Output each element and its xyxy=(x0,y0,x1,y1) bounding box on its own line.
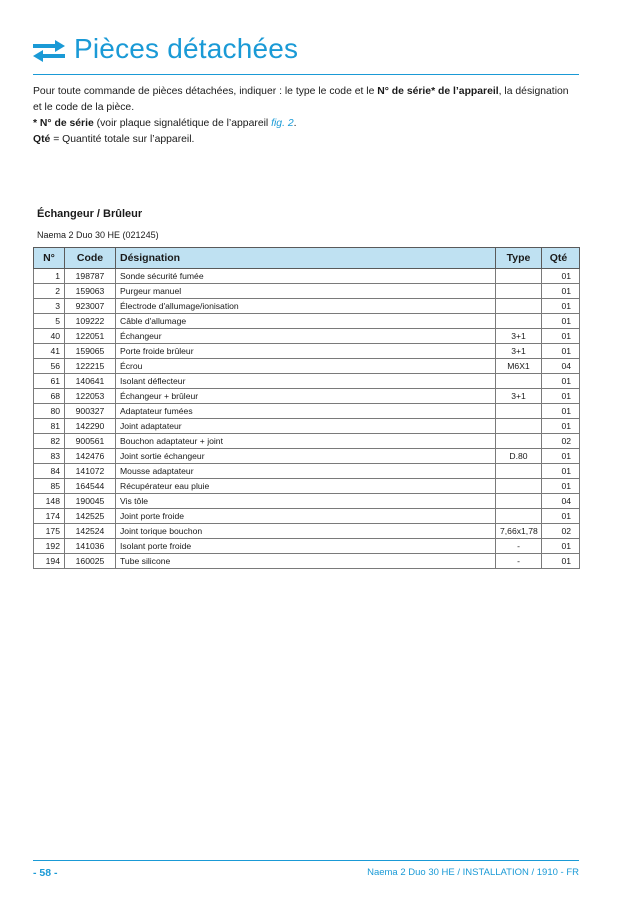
cell-designation: Joint adaptateur xyxy=(116,419,496,434)
cell-code: 164544 xyxy=(65,479,116,494)
cell-number: 41 xyxy=(34,344,65,359)
page-header xyxy=(33,33,298,65)
intro-line-2: et le code de la pièce. xyxy=(33,102,135,113)
cell-quantity: 01 xyxy=(542,449,580,464)
table-row xyxy=(34,554,580,569)
cell-designation: Mousse adaptateur xyxy=(116,464,496,479)
cell-quantity: 01 xyxy=(542,419,580,434)
cell-type xyxy=(496,269,542,284)
cell-quantity: 01 xyxy=(542,314,580,329)
table-row xyxy=(34,389,580,404)
cell-designation: Tube silicone xyxy=(116,554,496,569)
cell-type xyxy=(496,419,542,434)
cell-code: 198787 xyxy=(65,269,116,284)
cell-number: 83 xyxy=(34,449,65,464)
cell-code: 142290 xyxy=(65,419,116,434)
cell-code: 159065 xyxy=(65,344,116,359)
cell-code: 122053 xyxy=(65,389,116,404)
cell-designation: Adaptateur fumées xyxy=(116,404,496,419)
section-title: Échangeur / Brûleur xyxy=(37,208,143,220)
cell-number: 56 xyxy=(34,359,65,374)
cell-quantity: 01 xyxy=(542,269,580,284)
qty-note-label: Qté xyxy=(33,134,51,145)
intro-line-1-suffix: , la désignation xyxy=(498,86,569,97)
cell-type: 3+1 xyxy=(496,389,542,404)
cell-number: 194 xyxy=(34,554,65,569)
column-header-designation: Désignation xyxy=(116,248,496,269)
document-reference: Naema 2 Duo 30 HE / INSTALLATION / 1910 - FR xyxy=(367,867,579,878)
table-header-row xyxy=(34,248,580,269)
cell-quantity: 01 xyxy=(542,554,580,569)
cell-designation: Purgeur manuel xyxy=(116,284,496,299)
section-subtitle: Naema 2 Duo 30 HE (021245) xyxy=(37,230,159,240)
figure-reference-link[interactable]: fig. 2 xyxy=(271,118,294,129)
table-row xyxy=(34,374,580,389)
cell-quantity: 02 xyxy=(542,434,580,449)
cell-number: 148 xyxy=(34,494,65,509)
table-row xyxy=(34,524,580,539)
cell-designation: Vis tôle xyxy=(116,494,496,509)
cell-quantity: 04 xyxy=(542,359,580,374)
cell-type: D.80 xyxy=(496,449,542,464)
table-row xyxy=(34,419,580,434)
cell-type xyxy=(496,299,542,314)
cell-number: 174 xyxy=(34,509,65,524)
table-row xyxy=(34,494,580,509)
cell-code: 109222 xyxy=(65,314,116,329)
cell-code: 160025 xyxy=(65,554,116,569)
swap-arrows-icon xyxy=(33,40,65,62)
table-row xyxy=(34,434,580,449)
page-title: Pièces détachées xyxy=(74,33,299,64)
column-header-quantity: Qté xyxy=(542,248,580,269)
intro-line-1 xyxy=(33,84,593,100)
qty-note-text: = Quantité totale sur l’appareil. xyxy=(50,134,195,145)
cell-quantity: 01 xyxy=(542,404,580,419)
cell-quantity: 01 xyxy=(542,539,580,554)
header-divider xyxy=(33,74,579,75)
cell-designation: Joint sortie échangeur xyxy=(116,449,496,464)
cell-type xyxy=(496,434,542,449)
table-row xyxy=(34,404,580,419)
table-row xyxy=(34,284,580,299)
cell-code: 190045 xyxy=(65,494,116,509)
cell-type: 3+1 xyxy=(496,344,542,359)
cell-designation: Écrou xyxy=(116,359,496,374)
cell-quantity: 02 xyxy=(542,524,580,539)
cell-designation: Joint torique bouchon xyxy=(116,524,496,539)
cell-designation: Porte froide brûleur xyxy=(116,344,496,359)
cell-type: - xyxy=(496,554,542,569)
intro-text xyxy=(33,84,593,148)
cell-type: - xyxy=(496,539,542,554)
cell-quantity: 01 xyxy=(542,464,580,479)
cell-type xyxy=(496,464,542,479)
intro-line-1-prefix: Pour toute commande de pièces détachées, indiquer : le type le code et le xyxy=(33,86,378,97)
cell-code: 141036 xyxy=(65,539,116,554)
intro-line-1-bold: N° de série* de l’appareil xyxy=(377,86,499,97)
cell-quantity: 01 xyxy=(542,389,580,404)
table-row xyxy=(34,314,580,329)
cell-code: 159063 xyxy=(65,284,116,299)
cell-code: 122051 xyxy=(65,329,116,344)
parts-table xyxy=(33,247,580,569)
cell-quantity: 01 xyxy=(542,509,580,524)
cell-code: 122215 xyxy=(65,359,116,374)
table-row xyxy=(34,509,580,524)
table-row xyxy=(34,449,580,464)
cell-designation: Échangeur + brûleur xyxy=(116,389,496,404)
cell-type: M6X1 xyxy=(496,359,542,374)
cell-designation: Récupérateur eau pluie xyxy=(116,479,496,494)
cell-code: 900327 xyxy=(65,404,116,419)
table-row xyxy=(34,479,580,494)
cell-code: 142525 xyxy=(65,509,116,524)
cell-number: 5 xyxy=(34,314,65,329)
cell-type xyxy=(496,479,542,494)
cell-quantity: 01 xyxy=(542,344,580,359)
table-row xyxy=(34,269,580,284)
cell-designation: Isolant porte froide xyxy=(116,539,496,554)
cell-designation: Sonde sécurité fumée xyxy=(116,269,496,284)
cell-number: 40 xyxy=(34,329,65,344)
serial-note-label: * N° de série xyxy=(33,118,94,129)
cell-code: 140641 xyxy=(65,374,116,389)
page-number: - 58 - xyxy=(33,867,58,879)
column-header-number: N° xyxy=(34,248,65,269)
cell-number: 175 xyxy=(34,524,65,539)
serial-note-text: (voir plaque signalétique de l’appareil xyxy=(93,118,272,129)
cell-designation: Câble d'allumage xyxy=(116,314,496,329)
cell-code: 142476 xyxy=(65,449,116,464)
cell-type xyxy=(496,509,542,524)
cell-quantity: 01 xyxy=(542,299,580,314)
cell-number: 1 xyxy=(34,269,65,284)
cell-type xyxy=(496,314,542,329)
table-row xyxy=(34,539,580,554)
cell-code: 142524 xyxy=(65,524,116,539)
cell-number: 84 xyxy=(34,464,65,479)
cell-type xyxy=(496,404,542,419)
footer-divider xyxy=(33,860,579,861)
serial-note-end: . xyxy=(293,118,297,129)
cell-designation: Joint porte froide xyxy=(116,509,496,524)
table-row xyxy=(34,329,580,344)
cell-type: 3+1 xyxy=(496,329,542,344)
cell-number: 85 xyxy=(34,479,65,494)
cell-quantity: 01 xyxy=(542,374,580,389)
cell-number: 82 xyxy=(34,434,65,449)
intro-line-3 xyxy=(33,116,593,132)
cell-number: 81 xyxy=(34,419,65,434)
column-header-code: Code xyxy=(65,248,116,269)
column-header-type: Type xyxy=(496,248,542,269)
cell-number: 192 xyxy=(34,539,65,554)
cell-number: 61 xyxy=(34,374,65,389)
cell-designation: Électrode d'allumage/ionisation xyxy=(116,299,496,314)
cell-type xyxy=(496,494,542,509)
cell-quantity: 04 xyxy=(542,494,580,509)
cell-number: 2 xyxy=(34,284,65,299)
cell-type xyxy=(496,284,542,299)
cell-designation: Isolant déflecteur xyxy=(116,374,496,389)
table-row xyxy=(34,344,580,359)
cell-type: 7,66x1,78 xyxy=(496,524,542,539)
cell-quantity: 01 xyxy=(542,479,580,494)
cell-type xyxy=(496,374,542,389)
table-row xyxy=(34,359,580,374)
cell-number: 80 xyxy=(34,404,65,419)
cell-code: 900561 xyxy=(65,434,116,449)
cell-quantity: 01 xyxy=(542,329,580,344)
parts-table-body xyxy=(34,269,580,569)
cell-designation: Échangeur xyxy=(116,329,496,344)
cell-quantity: 01 xyxy=(542,284,580,299)
intro-line-4 xyxy=(33,132,593,148)
cell-number: 68 xyxy=(34,389,65,404)
cell-code: 923007 xyxy=(65,299,116,314)
table-row xyxy=(34,299,580,314)
cell-designation: Bouchon adaptateur + joint xyxy=(116,434,496,449)
cell-number: 3 xyxy=(34,299,65,314)
table-row xyxy=(34,464,580,479)
cell-code: 141072 xyxy=(65,464,116,479)
